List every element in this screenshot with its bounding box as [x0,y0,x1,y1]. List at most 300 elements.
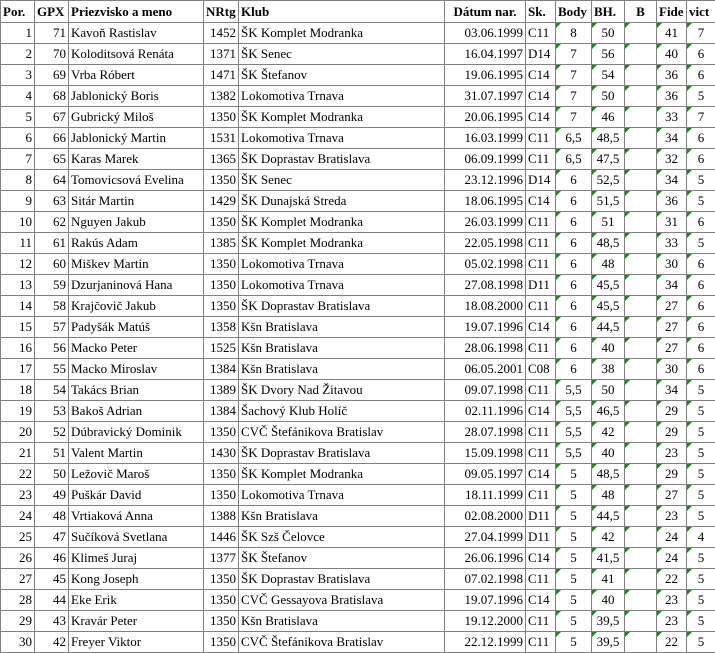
cell-sk: C14 [526,65,556,86]
cell-gpx: 42 [35,632,69,653]
cell-nrtg: 1384 [204,359,239,380]
cell-bh: 47,5 [592,149,625,170]
table-row [1,170,715,191]
cell-klub: ŠK Štefanov [239,65,445,86]
cell-gpx: 70 [35,44,69,65]
cell-name: Koloditsová Renáta [69,44,204,65]
cell-name: Klimeš Juraj [69,548,204,569]
cell-gpx: 46 [35,548,69,569]
cell-fide: 24 [657,527,687,548]
cell-bh: 50 [592,86,625,107]
cell-body: 6 [556,317,592,338]
header-datum: Dátum nar. [445,1,526,23]
cell-fide: 31 [657,212,687,233]
cell-por: 26 [1,548,35,569]
cell-klub: ŠK Štefanov [239,548,445,569]
cell-vict: 6 [687,275,715,296]
cell-name: Miškev Martin [69,254,204,275]
cell-klub: ŠK Doprastav Bratislava [239,296,445,317]
cell-bh: 39,5 [592,632,625,653]
cell-klub: Kšn Bratislava [239,317,445,338]
cell-nrtg: 1350 [204,254,239,275]
table-row [1,149,715,170]
cell-name: Takács Brian [69,380,204,401]
cell-fide: 22 [657,569,687,590]
cell-vict: 6 [687,296,715,317]
cell-body: 5 [556,464,592,485]
cell-gpx: 47 [35,527,69,548]
cell-datum: 28.07.1998 [445,422,526,443]
cell-klub: ŠK Dvory Nad Žitavou [239,380,445,401]
cell-bh: 45,5 [592,296,625,317]
cell-sk: C08 [526,359,556,380]
cell-por: 29 [1,611,35,632]
cell-name: Padyšák Matúš [69,317,204,338]
cell-nrtg: 1350 [204,590,239,611]
cell-vict: 5 [687,233,715,254]
cell-body: 6 [556,275,592,296]
cell-por: 20 [1,422,35,443]
table-row [1,632,715,653]
cell-por: 9 [1,191,35,212]
cell-fide: 29 [657,422,687,443]
cell-fide: 29 [657,464,687,485]
cell-gpx: 59 [35,275,69,296]
cell-fide: 27 [657,317,687,338]
cell-vict: 5 [687,86,715,107]
cell-nrtg: 1350 [204,212,239,233]
cell-fide: 33 [657,233,687,254]
table-row [1,611,715,632]
cell-body: 5,5 [556,401,592,422]
cell-nrtg: 1350 [204,296,239,317]
cell-bh: 46,5 [592,401,625,422]
cell-klub: ŠK Komplet Modranka [239,464,445,485]
table-row [1,191,715,212]
cell-vict: 6 [687,212,715,233]
header-bh: BH. [592,1,625,23]
cell-datum: 27.04.1999 [445,527,526,548]
cell-por: 16 [1,338,35,359]
cell-bh: 48,5 [592,464,625,485]
cell-vict: 6 [687,338,715,359]
cell-fide: 36 [657,191,687,212]
cell-nrtg: 1350 [204,632,239,653]
table-row [1,212,715,233]
cell-datum: 05.02.1998 [445,254,526,275]
cell-nrtg: 1531 [204,128,239,149]
cell-name: Ležovič Maroš [69,464,204,485]
cell-datum: 19.06.1995 [445,65,526,86]
cell-blank [625,86,657,107]
cell-datum: 28.06.1998 [445,338,526,359]
cell-blank [625,233,657,254]
table-row [1,380,715,401]
cell-body: 6 [556,233,592,254]
cell-bh: 42 [592,527,625,548]
cell-blank [625,380,657,401]
cell-gpx: 51 [35,443,69,464]
cell-fide: 32 [657,149,687,170]
header-por: Por. [1,1,35,23]
cell-body: 5 [556,506,592,527]
cell-sk: C11 [526,254,556,275]
cell-gpx: 68 [35,86,69,107]
cell-blank [625,590,657,611]
cell-bh: 50 [592,23,625,44]
cell-datum: 26.06.1996 [445,548,526,569]
cell-klub: Lokomotiva Trnava [239,275,445,296]
cell-name: Dzurjaninová Hana [69,275,204,296]
cell-bh: 52,5 [592,170,625,191]
cell-body: 5 [556,632,592,653]
cell-bh: 54 [592,65,625,86]
cell-name: Freyer Viktor [69,632,204,653]
cell-por: 15 [1,317,35,338]
cell-por: 30 [1,632,35,653]
cell-sk: D14 [526,44,556,65]
cell-nrtg: 1382 [204,86,239,107]
cell-name: Sučíková Svetlana [69,527,204,548]
table-row [1,128,715,149]
cell-sk: C14 [526,464,556,485]
table-row [1,23,715,44]
cell-gpx: 66 [35,128,69,149]
cell-nrtg: 1358 [204,317,239,338]
header-nrtg: NRtg [204,1,239,23]
cell-datum: 19.07.1996 [445,317,526,338]
table-row [1,464,715,485]
cell-klub: Šachový Klub Holíč [239,401,445,422]
cell-vict: 7 [687,23,715,44]
cell-datum: 18.08.2000 [445,296,526,317]
cell-klub: ŠK Dunajská Streda [239,191,445,212]
cell-body: 6 [556,170,592,191]
cell-gpx: 61 [35,233,69,254]
cell-sk: C11 [526,128,556,149]
cell-gpx: 69 [35,65,69,86]
cell-sk: C14 [526,107,556,128]
cell-klub: Lokomotiva Trnava [239,254,445,275]
cell-body: 5,5 [556,443,592,464]
cell-gpx: 45 [35,569,69,590]
header-fide: Fide [657,1,687,23]
cell-por: 5 [1,107,35,128]
cell-body: 5 [556,527,592,548]
cell-datum: 31.07.1997 [445,86,526,107]
cell-fide: 24 [657,548,687,569]
cell-name: Karas Marek [69,149,204,170]
cell-vict: 5 [687,380,715,401]
cell-por: 8 [1,170,35,191]
cell-sk: D11 [526,527,556,548]
cell-body: 5,5 [556,380,592,401]
cell-datum: 16.03.1999 [445,128,526,149]
cell-nrtg: 1471 [204,65,239,86]
cell-fide: 27 [657,338,687,359]
cell-klub: Kšn Bratislava [239,359,445,380]
cell-nrtg: 1350 [204,569,239,590]
table-row [1,590,715,611]
header-name: Priezvisko a meno [69,1,204,23]
cell-nrtg: 1430 [204,443,239,464]
cell-nrtg: 1384 [204,401,239,422]
cell-fide: 30 [657,254,687,275]
cell-body: 7 [556,107,592,128]
cell-klub: ŠK Senec [239,170,445,191]
cell-body: 5,5 [556,422,592,443]
cell-bh: 40 [592,443,625,464]
cell-datum: 19.12.2000 [445,611,526,632]
cell-name: Sitár Martin [69,191,204,212]
cell-fide: 30 [657,359,687,380]
cell-klub: Lokomotiva Trnava [239,485,445,506]
cell-name: Jablonický Boris [69,86,204,107]
cell-nrtg: 1350 [204,485,239,506]
cell-bh: 48,5 [592,233,625,254]
cell-bh: 50 [592,380,625,401]
cell-vict: 5 [687,506,715,527]
cell-bh: 51 [592,212,625,233]
cell-datum: 09.07.1998 [445,380,526,401]
cell-nrtg: 1385 [204,233,239,254]
cell-vict: 5 [687,632,715,653]
cell-vict: 6 [687,128,715,149]
table-row [1,296,715,317]
cell-vict: 5 [687,590,715,611]
table-row [1,233,715,254]
cell-sk: C11 [526,233,556,254]
cell-por: 14 [1,296,35,317]
cell-body: 7 [556,86,592,107]
cell-vict: 5 [687,191,715,212]
cell-body: 7 [556,65,592,86]
cell-datum: 20.06.1995 [445,107,526,128]
cell-name: Kong Joseph [69,569,204,590]
cell-datum: 07.02.1998 [445,569,526,590]
table-row [1,359,715,380]
cell-por: 13 [1,275,35,296]
cell-klub: ŠK Komplet Modranka [239,107,445,128]
cell-sk: D14 [526,170,556,191]
cell-nrtg: 1350 [204,464,239,485]
header-b: B [625,1,657,23]
table-row [1,485,715,506]
cell-vict: 7 [687,107,715,128]
cell-sk: C11 [526,632,556,653]
cell-gpx: 49 [35,485,69,506]
cell-fide: 23 [657,443,687,464]
cell-gpx: 67 [35,107,69,128]
cell-nrtg: 1446 [204,527,239,548]
cell-nrtg: 1389 [204,380,239,401]
cell-sk: C14 [526,191,556,212]
cell-klub: ŠK Doprastav Bratislava [239,443,445,464]
cell-bh: 44,5 [592,506,625,527]
table-row [1,527,715,548]
cell-body: 6 [556,191,592,212]
cell-body: 5 [556,485,592,506]
cell-vict: 4 [687,527,715,548]
cell-vict: 5 [687,548,715,569]
cell-blank [625,128,657,149]
cell-nrtg: 1350 [204,170,239,191]
cell-bh: 48 [592,485,625,506]
cell-body: 6 [556,338,592,359]
cell-nrtg: 1350 [204,107,239,128]
cell-klub: Lokomotiva Trnava [239,86,445,107]
cell-name: Eke Erik [69,590,204,611]
cell-datum: 22.05.1998 [445,233,526,254]
cell-sk: D11 [526,506,556,527]
cell-name: Kavoň Rastislav [69,23,204,44]
table-row [1,275,715,296]
cell-fide: 29 [657,401,687,422]
cell-bh: 48,5 [592,128,625,149]
cell-name: Vrba Róbert [69,65,204,86]
cell-por: 12 [1,254,35,275]
header-body: Body [556,1,592,23]
cell-vict: 5 [687,443,715,464]
cell-bh: 46 [592,107,625,128]
cell-nrtg: 1452 [204,23,239,44]
cell-vict: 5 [687,569,715,590]
cell-fide: 34 [657,380,687,401]
cell-nrtg: 1429 [204,191,239,212]
cell-blank [625,506,657,527]
cell-por: 27 [1,569,35,590]
cell-blank [625,149,657,170]
cell-vict: 6 [687,317,715,338]
cell-sk: C11 [526,149,556,170]
cell-sk: D11 [526,275,556,296]
cell-gpx: 44 [35,590,69,611]
cell-bh: 41,5 [592,548,625,569]
cell-sk: C14 [526,548,556,569]
cell-blank [625,485,657,506]
cell-sk: C11 [526,380,556,401]
cell-vict: 6 [687,149,715,170]
cell-bh: 48 [592,254,625,275]
cell-nrtg: 1365 [204,149,239,170]
cell-sk: C11 [526,422,556,443]
cell-por: 18 [1,380,35,401]
table-header-row [1,1,715,23]
cell-klub: Lokomotiva Trnava [239,128,445,149]
cell-name: Macko Peter [69,338,204,359]
cell-fide: 23 [657,506,687,527]
cell-datum: 02.11.1996 [445,401,526,422]
cell-por: 23 [1,485,35,506]
cell-nrtg: 1371 [204,44,239,65]
cell-por: 2 [1,44,35,65]
cell-body: 6 [556,296,592,317]
cell-por: 21 [1,443,35,464]
cell-name: Jablonický Martin [69,128,204,149]
cell-fide: 36 [657,65,687,86]
cell-klub: CVČ Štefánikova Bratislav [239,422,445,443]
cell-datum: 06.09.1999 [445,149,526,170]
cell-nrtg: 1525 [204,338,239,359]
cell-datum: 15.09.1998 [445,443,526,464]
cell-body: 6,5 [556,128,592,149]
cell-vict: 5 [687,170,715,191]
cell-sk: C11 [526,443,556,464]
cell-body: 5 [556,590,592,611]
table-row [1,338,715,359]
cell-klub: Kšn Bratislava [239,611,445,632]
cell-datum: 18.06.1995 [445,191,526,212]
cell-vict: 5 [687,485,715,506]
cell-gpx: 57 [35,317,69,338]
cell-bh: 44,5 [592,317,625,338]
cell-klub: Kšn Bratislava [239,338,445,359]
cell-datum: 26.03.1999 [445,212,526,233]
cell-name: Macko Miroslav [69,359,204,380]
cell-sk: C11 [526,296,556,317]
cell-klub: CVČ Štefánikova Bratislav [239,632,445,653]
cell-bh: 45,5 [592,275,625,296]
cell-vict: 5 [687,611,715,632]
table-row [1,506,715,527]
cell-bh: 56 [592,44,625,65]
cell-klub: CVČ Gessayova Bratislava [239,590,445,611]
cell-blank [625,191,657,212]
cell-gpx: 43 [35,611,69,632]
cell-vict: 6 [687,359,715,380]
cell-por: 10 [1,212,35,233]
cell-datum: 23.12.1996 [445,170,526,191]
cell-gpx: 52 [35,422,69,443]
cell-por: 1 [1,23,35,44]
cell-body: 6 [556,212,592,233]
cell-fide: 34 [657,128,687,149]
cell-por: 25 [1,527,35,548]
cell-datum: 27.08.1998 [445,275,526,296]
cell-fide: 34 [657,275,687,296]
cell-blank [625,359,657,380]
cell-gpx: 48 [35,506,69,527]
cell-datum: 09.05.1997 [445,464,526,485]
cell-klub: ŠK Komplet Modranka [239,212,445,233]
cell-por: 24 [1,506,35,527]
cell-name: Kravár Peter [69,611,204,632]
cell-name: Valent Martin [69,443,204,464]
cell-fide: 22 [657,632,687,653]
cell-gpx: 58 [35,296,69,317]
cell-por: 4 [1,86,35,107]
cell-nrtg: 1350 [204,275,239,296]
cell-blank [625,464,657,485]
cell-body: 5 [556,548,592,569]
cell-blank [625,65,657,86]
header-sk: Sk. [526,1,556,23]
cell-gpx: 53 [35,401,69,422]
cell-body: 7 [556,44,592,65]
cell-klub: Kšn Bratislava [239,506,445,527]
table-row [1,44,715,65]
cell-body: 5 [556,611,592,632]
cell-blank [625,632,657,653]
cell-blank [625,254,657,275]
cell-por: 17 [1,359,35,380]
cell-fide: 34 [657,170,687,191]
cell-blank [625,44,657,65]
cell-gpx: 50 [35,464,69,485]
cell-blank [625,569,657,590]
header-vict: vict [687,1,715,23]
cell-name: Bakoš Adrian [69,401,204,422]
